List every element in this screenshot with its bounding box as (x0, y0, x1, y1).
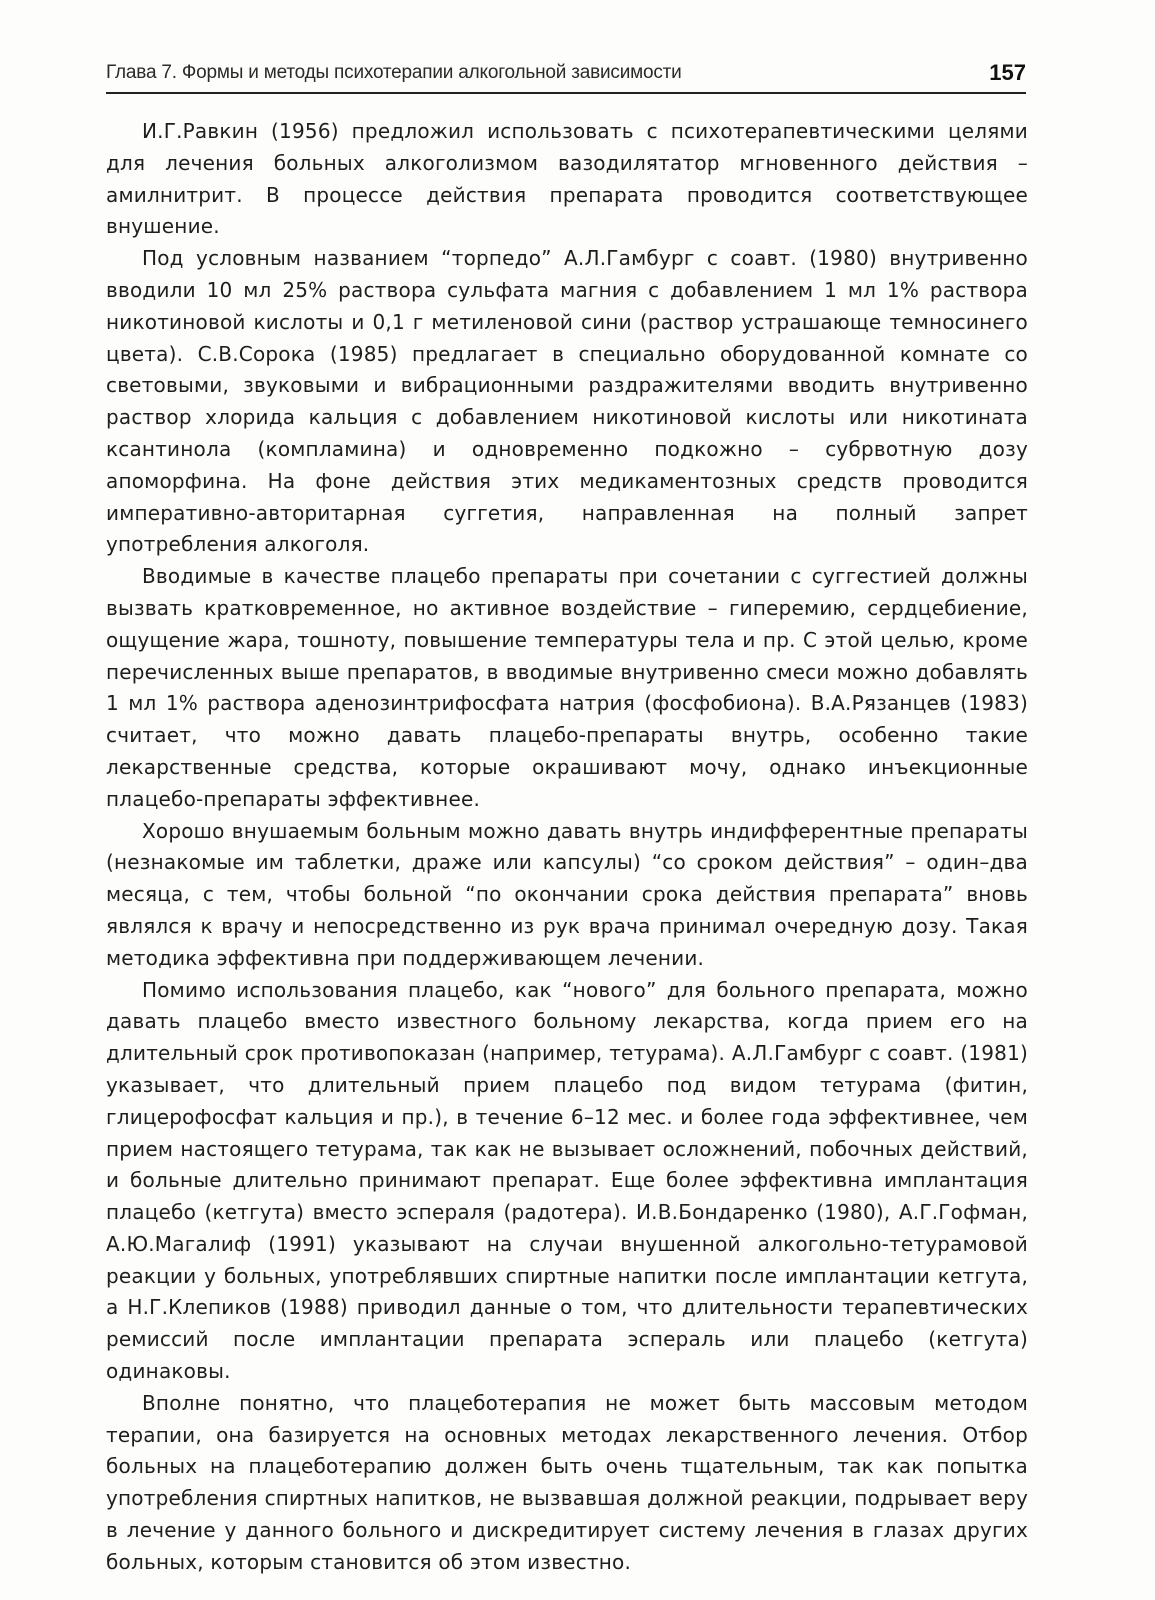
paragraph-3: Вводимые в качестве плацебо препараты при сочетании с суггестией должны вызвать кратковременное, но активное воздействие – гиперемию, сердцебиение, ощущение жара, тошноту, повышение температуры тела и пр. С этой целью, кроме перечисленных выше препаратов, в вводимые внутривенно смеси можно добавлять 1 мл 1% раствора аденозинтрифосфата натрия (фосфобиона). В.А.Рязанцев (1983) считает, что можно давать плацебо-препараты внутрь, особенно такие лекарственные средства, которые окрашивают мочу, однако инъекционные плацебо-препараты эффективнее. (106, 564, 1028, 811)
paragraph-4: Хорошо внушаемым больным можно давать внутрь индифферентные препараты (незнакомые им таблетки, драже или капсулы) “со сроком действия” – один–два месяца, с тем, чтобы больной “по окончании срока действия препарата” вновь являлся к врачу и непосредственно из рук врача принимал очередную дозу. Такая методика эффективна при поддерживающем лечении. (106, 818, 1028, 970)
body-text (106, 116, 1028, 1579)
paragraph-6: Вполне понятно, что плацеботерапия не может быть массовым методом терапии, она базируется на основных методах лекарственного лечения. Отбор больных на плацеботерапию должен быть очень тщательным, так как попытка употребления спиртных напитков, не вызвавшая должной реакции, подрывает веру в лечение у данного больного и дискредитирует систему лечения в глазах других больных, которым становится об этом известно. (106, 1390, 1028, 1574)
paragraph-5: Помимо использования плацебо, как “нового” для больного препарата, можно давать плацебо вместо известного больному лекарства, когда прием его на длительный срок противопоказан (например, тетурама). А.Л.Гамбург с соавт. (1981) указывает, что длительный прием плацебо под видом тетурама (фитин, глицерофосфат кальция и пр.), в течение 6–12 мес. и более года эффективнее, чем прием настоящего тетурама, так как не вызывает осложнений, побочных действий, и больные длительно принимают препарат. Еще более эффективна имплантация плацебо (кетгута) вместо эспераля (радотера). И.В.Бондаренко (1980), А.Г.Гофман, А.Ю.Магалиф (1991) указывают на случаи внушенной алкогольно-тетурамовой реакции у больных, употреблявших спиртные напитки после имплантации кетгута, а Н.Г.Клепиков (1988) приводил данные о том, что длительности терапевтических ремиссий после имплантации препарата эспераль или плацебо (кетгута) одинаковы. (106, 977, 1028, 1384)
running-header (106, 58, 1026, 94)
page-number: 157 (989, 60, 1026, 85)
paragraph-2: Под условным названием “торпедо” А.Л.Гамбург с соавт. (1980) внутривенно вводили 10 мл 25% раствора сульфата магния с добавлением 1 мл 1% раствора никотиновой кислоты и 0,1 г метиленовой сини (раствор устрашающе темносинего цвета). С.В.Сорока (1985) предлагает в специально оборудованной комнате со световыми, звуковыми и вибрационными раздражителями вводить внутривенно раствор хлорида кальция с добавлением никотиновой кислоты или никотината ксантинола (компламина) и одновременно подкожно – субрвотную дозу апоморфина. На фоне действия этих медикаментозных средств проводится императивно-авторитарная суггетия, направленная на полный запрет употребления алкоголя. (106, 246, 1028, 557)
paragraph-1: И.Г.Равкин (1956) предложил использовать с психотерапевтическими целями для лечения больных алкоголизмом вазодилятатор мгновенного действия – амилнитрит. В процессе действия препарата проводится соответствующее внушение. (106, 119, 1028, 239)
chapter-title: Глава 7. Формы и методы психотерапии алкогольной зависимости (106, 62, 682, 83)
